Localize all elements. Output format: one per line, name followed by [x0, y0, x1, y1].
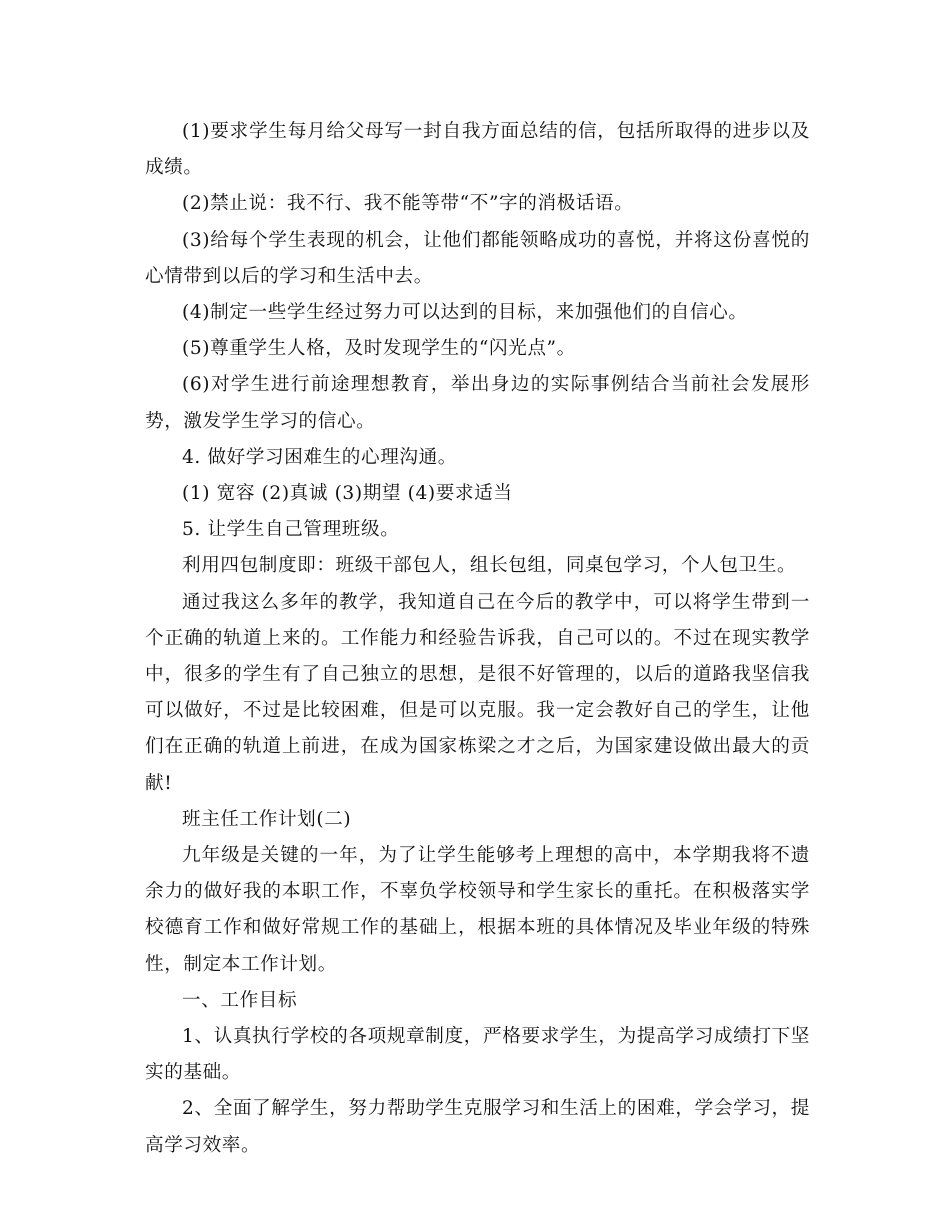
paragraph-item-5: (5)尊重学生人格，及时发现学生的“闪光点”。 [182, 338, 576, 360]
section-heading-5: 5. 让学生自己管理班级。 [182, 519, 400, 541]
section-heading-goals: 一、工作目标 [182, 989, 298, 1011]
paragraph-item-6: (6)对学生进行前途理想教育，举出身边的实际事例结合当前社会发展形势，激发学生学习的信心。 [145, 374, 810, 432]
paragraph-goal-1: 1、认真执行学校的各项规章制度，严格要求学生，为提高学习成绩打下坚实的基础。 [145, 1026, 810, 1084]
paragraph-item-3: (3)给每个学生表现的机会，让他们都能领略成功的喜悦，并将这份喜悦的心情带到以后的学习和生活中去。 [145, 229, 810, 287]
paragraph-item-1: (1)要求学生每月给父母写一封自我方面总结的信，包括所取得的进步以及成绩。 [145, 121, 810, 179]
paragraph-item-list: (1) 宽容 (2)真诚 (3)期望 (4)要求适当 [182, 483, 513, 505]
paragraph-system: 利用四包制度即：班级干部包人，组长包组，同桌包学习，个人包卫生。 [182, 555, 797, 577]
section-heading-4: 4. 做好学习困难生的心理沟通。 [182, 446, 457, 468]
document-subtitle: 班主任工作计划(二) [182, 808, 352, 830]
document-body [145, 114, 810, 1164]
paragraph-item-2: (2)禁止说：我不行、我不能等带“不”字的消极话语。 [182, 193, 634, 215]
paragraph-goal-2: 2、全面了解学生，努力帮助学生克服学习和生活上的困难，学会学习，提高学习效率。 [145, 1098, 810, 1156]
paragraph-intro: 九年级是关键的一年，为了让学生能够考上理想的高中，本学期我将不遗余力的做好我的本职工作，不辜负学校领导和学生家长的重托。在积极落实学校德育工作和做好常规工作的基础上，根据本班的具体情况及毕业年级的特殊性，制定本工作计划。 [145, 845, 810, 975]
paragraph-item-4: (4)制定一些学生经过努力可以达到的目标，来加强他们的自信心。 [182, 302, 748, 324]
paragraph-summary: 通过我这么多年的教学，我知道自己在今后的教学中，可以将学生带到一个正确的轨道上来的。工作能力和经验告诉我，自己可以的。不过在现实教学中，很多的学生有了自己独立的思想，是很不好管理的，以后的道路我坚信我可以做好，不过是比较困难，但是可以克服。我一定会教好自己的学生，让他们在正确的轨道上前进，在成为国家栋梁之才之后，为国家建设做出最大的贡献! [145, 591, 810, 794]
